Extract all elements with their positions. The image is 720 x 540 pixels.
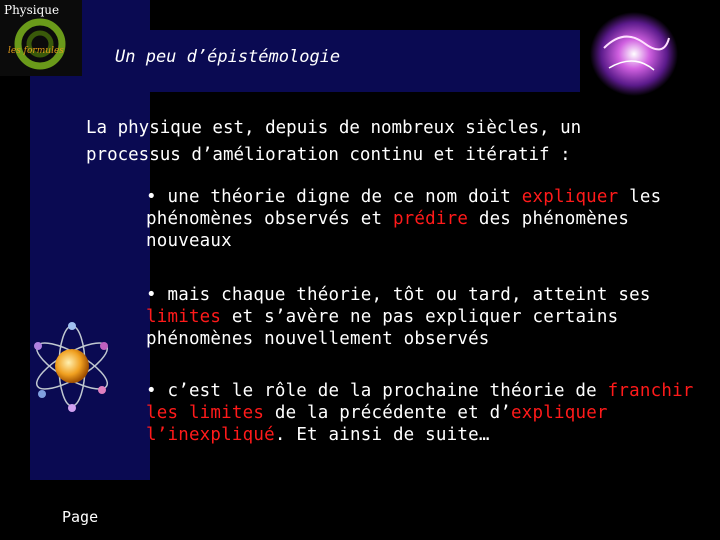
intro-text: La physique est, depuis de nombreux siècles, un processus d’amélioration continu et itératif : (86, 118, 582, 165)
bullet-text: • mais chaque théorie, tôt ou tard, atteint ses (146, 285, 651, 305)
logo (0, 0, 82, 76)
left-strip (0, 0, 12, 540)
logo-text: Physique (4, 3, 60, 17)
bullet-next-theory (146, 380, 706, 446)
bullet-text: les phénomènes observés et (146, 187, 662, 229)
bullet-text: . Et ainsi de suite… (274, 425, 490, 445)
bullet-text: des phénomènes nouveaux (146, 209, 630, 251)
slide-title: Un peu d’épistémologie (115, 47, 341, 67)
highlight-text: expliquer l’inexpliqué (146, 403, 608, 445)
highlight-text: prédire (392, 209, 469, 229)
bullet-text: • c’est le rôle de la prochaine théorie de (146, 381, 608, 401)
logo-swirl-icon (0, 0, 82, 76)
highlight-text: franchir les limites (146, 381, 694, 423)
bullet-limits (146, 284, 706, 350)
bullet-text: et s’avère ne pas expliquer certains phénomènes nouvellement observés (146, 307, 619, 349)
page-label: Page (62, 508, 99, 526)
plasma-image-icon (584, 8, 684, 100)
bullet-text: • une théorie digne de ce nom doit (146, 187, 522, 207)
highlight-text: limites (146, 307, 222, 327)
logo-subtext: les formules (8, 46, 64, 56)
bullet-explain-predict (146, 186, 706, 252)
bullet-text: de la précédente et d’ (264, 403, 512, 423)
atom-icon (28, 316, 116, 416)
highlight-text: expliquer (521, 187, 619, 207)
